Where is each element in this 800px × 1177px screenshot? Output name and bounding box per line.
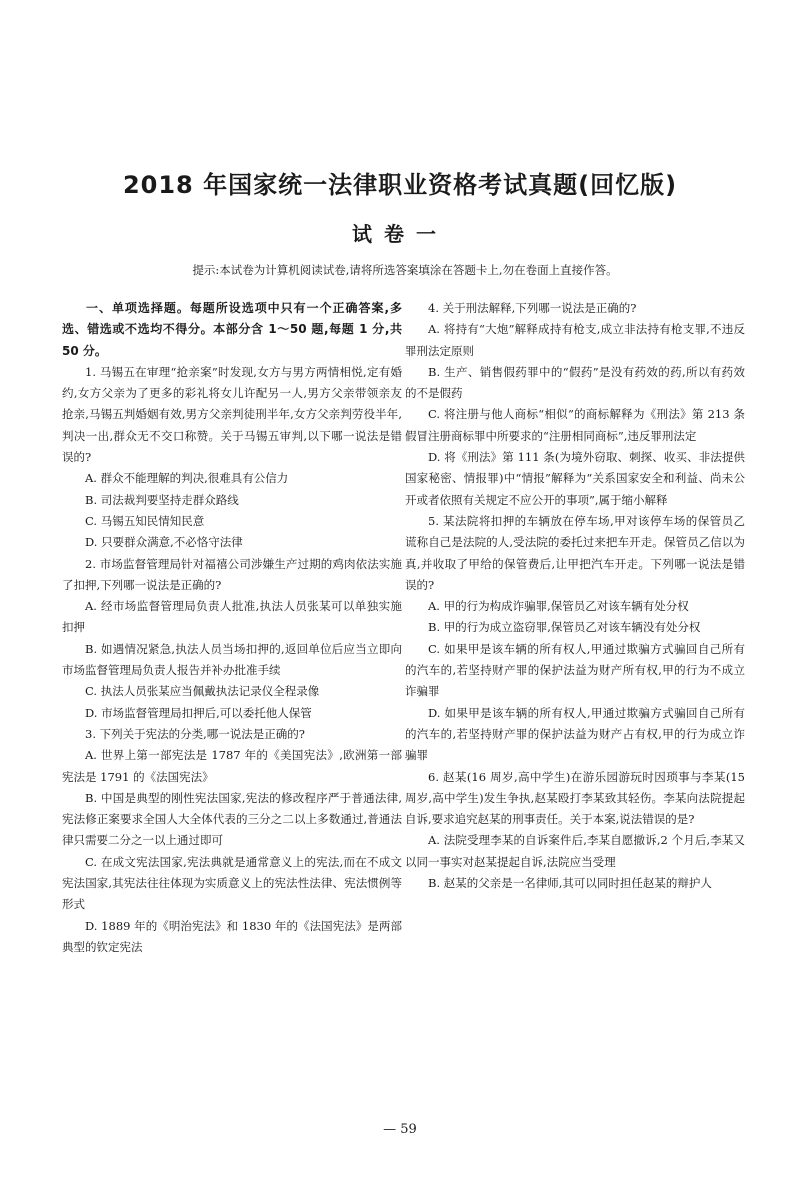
question-paragraph: 1. 马锡五在审理“抢亲案”时发现,女方与男方两情相悦,定有婚约,女方父亲为了更多的彩礼将女儿许配另一人,男方父亲带领亲友抢亲,马锡五判婚姻有效,男方父亲判徒刑半年,女方父亲判劳役半年,判决一出,群众无不交口称赞。关于马锡五审判,以下哪一说法是错误的? — [62, 364, 402, 465]
question-paragraph: B. 司法裁判要坚持走群众路线 — [85, 492, 239, 507]
question-paragraph: 3. 下列关于宪法的分类,哪一说法是正确的? — [85, 726, 305, 741]
left-text-column — [62, 298, 402, 958]
section-heading: 一、单项选择题。每题所设选项中只有一个正确答案,多选、错选或不选均不得分。本部分含 1～50 题,每题 1 分,共 50 分。 — [62, 301, 402, 358]
paper-subtitle: 试卷一 — [352, 222, 448, 246]
question-paragraph: D. 如果甲是该车辆的所有权人,甲通过欺骗方式骗回自己所有的汽车的,若坚持财产罪的保护法益为财产占有权,甲的行为成立诈骗罪 — [405, 705, 745, 763]
question-paragraph: A. 群众不能理解的判决,很难具有公信力 — [85, 471, 289, 486]
right-text-column — [405, 298, 745, 894]
question-paragraph: A. 世界上第一部宪法是 1787 年的《美国宪法》,欧洲第一部宪法是 1791 的《法国宪法》 — [62, 748, 402, 784]
question-paragraph: B. 如遇情况紧急,执法人员当场扣押的,返回单位后应当立即向市场监督管理局负责人报告并补办批准手续 — [62, 641, 402, 678]
question-paragraph: D. 1889 年的《明治宪法》和 1830 年的《法国宪法》是两部典型的钦定宪法 — [62, 918, 402, 954]
question-paragraph: D. 只要群众满意,不必恪守法律 — [85, 535, 243, 550]
question-paragraph: A. 法院受理李某的自诉案件后,李某自愿撤诉,2 个月后,李某又以同一事实对赵某提起自诉,法院应当受理 — [405, 833, 745, 869]
question-paragraph: C. 执法人员张某应当佩戴执法记录仪全程录像 — [85, 684, 320, 699]
question-paragraph: D. 将《刑法》第 111 条(为境外窃取、刺探、收买、非法提供国家秘密、情报罪)中“情报”解释为“关系国家安全和利益、尚未公开或者依照有关规定不应公开的事项”,属于缩小解释 — [405, 450, 745, 507]
question-paragraph: C. 将注册与他人商标“相似”的商标解释为《刑法》第 213 条假冒注册商标罪中所要求的“注册相同商标”,违反罪刑法定 — [405, 407, 745, 443]
question-paragraph: D. 市场监督管理局扣押后,可以委托他人保管 — [85, 705, 312, 720]
page-number: — 59 — [383, 1122, 417, 1137]
question-paragraph: C. 如果甲是该车辆的所有权人,甲通过欺骗方式骗回自己所有的汽车的,若坚持财产罪的保护法益为财产所有权,甲的行为不成立诈骗罪 — [405, 641, 745, 699]
question-paragraph: A. 将持有“大炮”解释成持有枪支,成立非法持有枪支罪,不违反罪刑法定原则 — [405, 322, 745, 358]
question-paragraph: C. 马锡五知民情知民意 — [85, 513, 205, 528]
question-paragraph: A. 甲的行为构成诈骗罪,保管员乙对该车辆有处分权 — [428, 599, 689, 614]
question-paragraph: 6. 赵某(16 周岁,高中学生)在游乐园游玩时因琐事与李某(15 周岁,高中学生)发生争执,赵某殴打李某致其轻伤。李某向法院提起自诉,要求追究赵某的刑事责任。关于本案,说法错误的是? — [405, 769, 745, 827]
question-paragraph: A. 经市场监督管理局负责人批准,执法人员张某可以单独实施扣押 — [62, 599, 402, 635]
question-paragraph: 4. 关于刑法解释,下列哪一说法是正确的? — [428, 301, 637, 315]
exam-notice: 提示:本试卷为计算机阅读试卷,请将所选答案填涂在答题卡上,勿在卷面上直接作答。 — [192, 263, 618, 277]
question-paragraph: B. 甲的行为成立盗窃罪,保管员乙对该车辆没有处分权 — [428, 620, 701, 635]
exam-title: 2018 年国家统一法律职业资格考试真题(回忆版) — [122, 171, 678, 199]
question-paragraph: B. 中国是典型的刚性宪法国家,宪法的修改程序严于普通法律,宪法修正案要求全国人大全体代表的三分之二以上多数通过,普通法律只需要二分之一以上通过即可 — [62, 790, 402, 848]
question-paragraph: C. 在成文宪法国家,宪法典就是通常意义上的宪法,而在不成文宪法国家,其宪法往往体现为实质意义上的宪法性法律、宪法惯例等形式 — [62, 854, 402, 912]
question-paragraph: 5. 某法院将扣押的车辆放在停车场,甲对该停车场的保管员乙谎称自己是法院的人,受法院的委托过来把车开走。保管员乙信以为真,并收取了甲给的保管费后,让甲把汽车开走。下列哪一说法是错误的? — [405, 513, 745, 592]
question-paragraph: B. 生产、销售假药罪中的“假药”是没有药效的药,所以有药效的不是假药 — [405, 364, 745, 401]
question-paragraph: B. 赵某的父亲是一名律师,其可以同时担任赵某的辩护人 — [428, 876, 712, 891]
question-paragraph: 2. 市场监督管理局针对福禧公司涉嫌生产过期的鸡肉依法实施了扣押,下列哪一说法是正确的? — [62, 556, 402, 592]
